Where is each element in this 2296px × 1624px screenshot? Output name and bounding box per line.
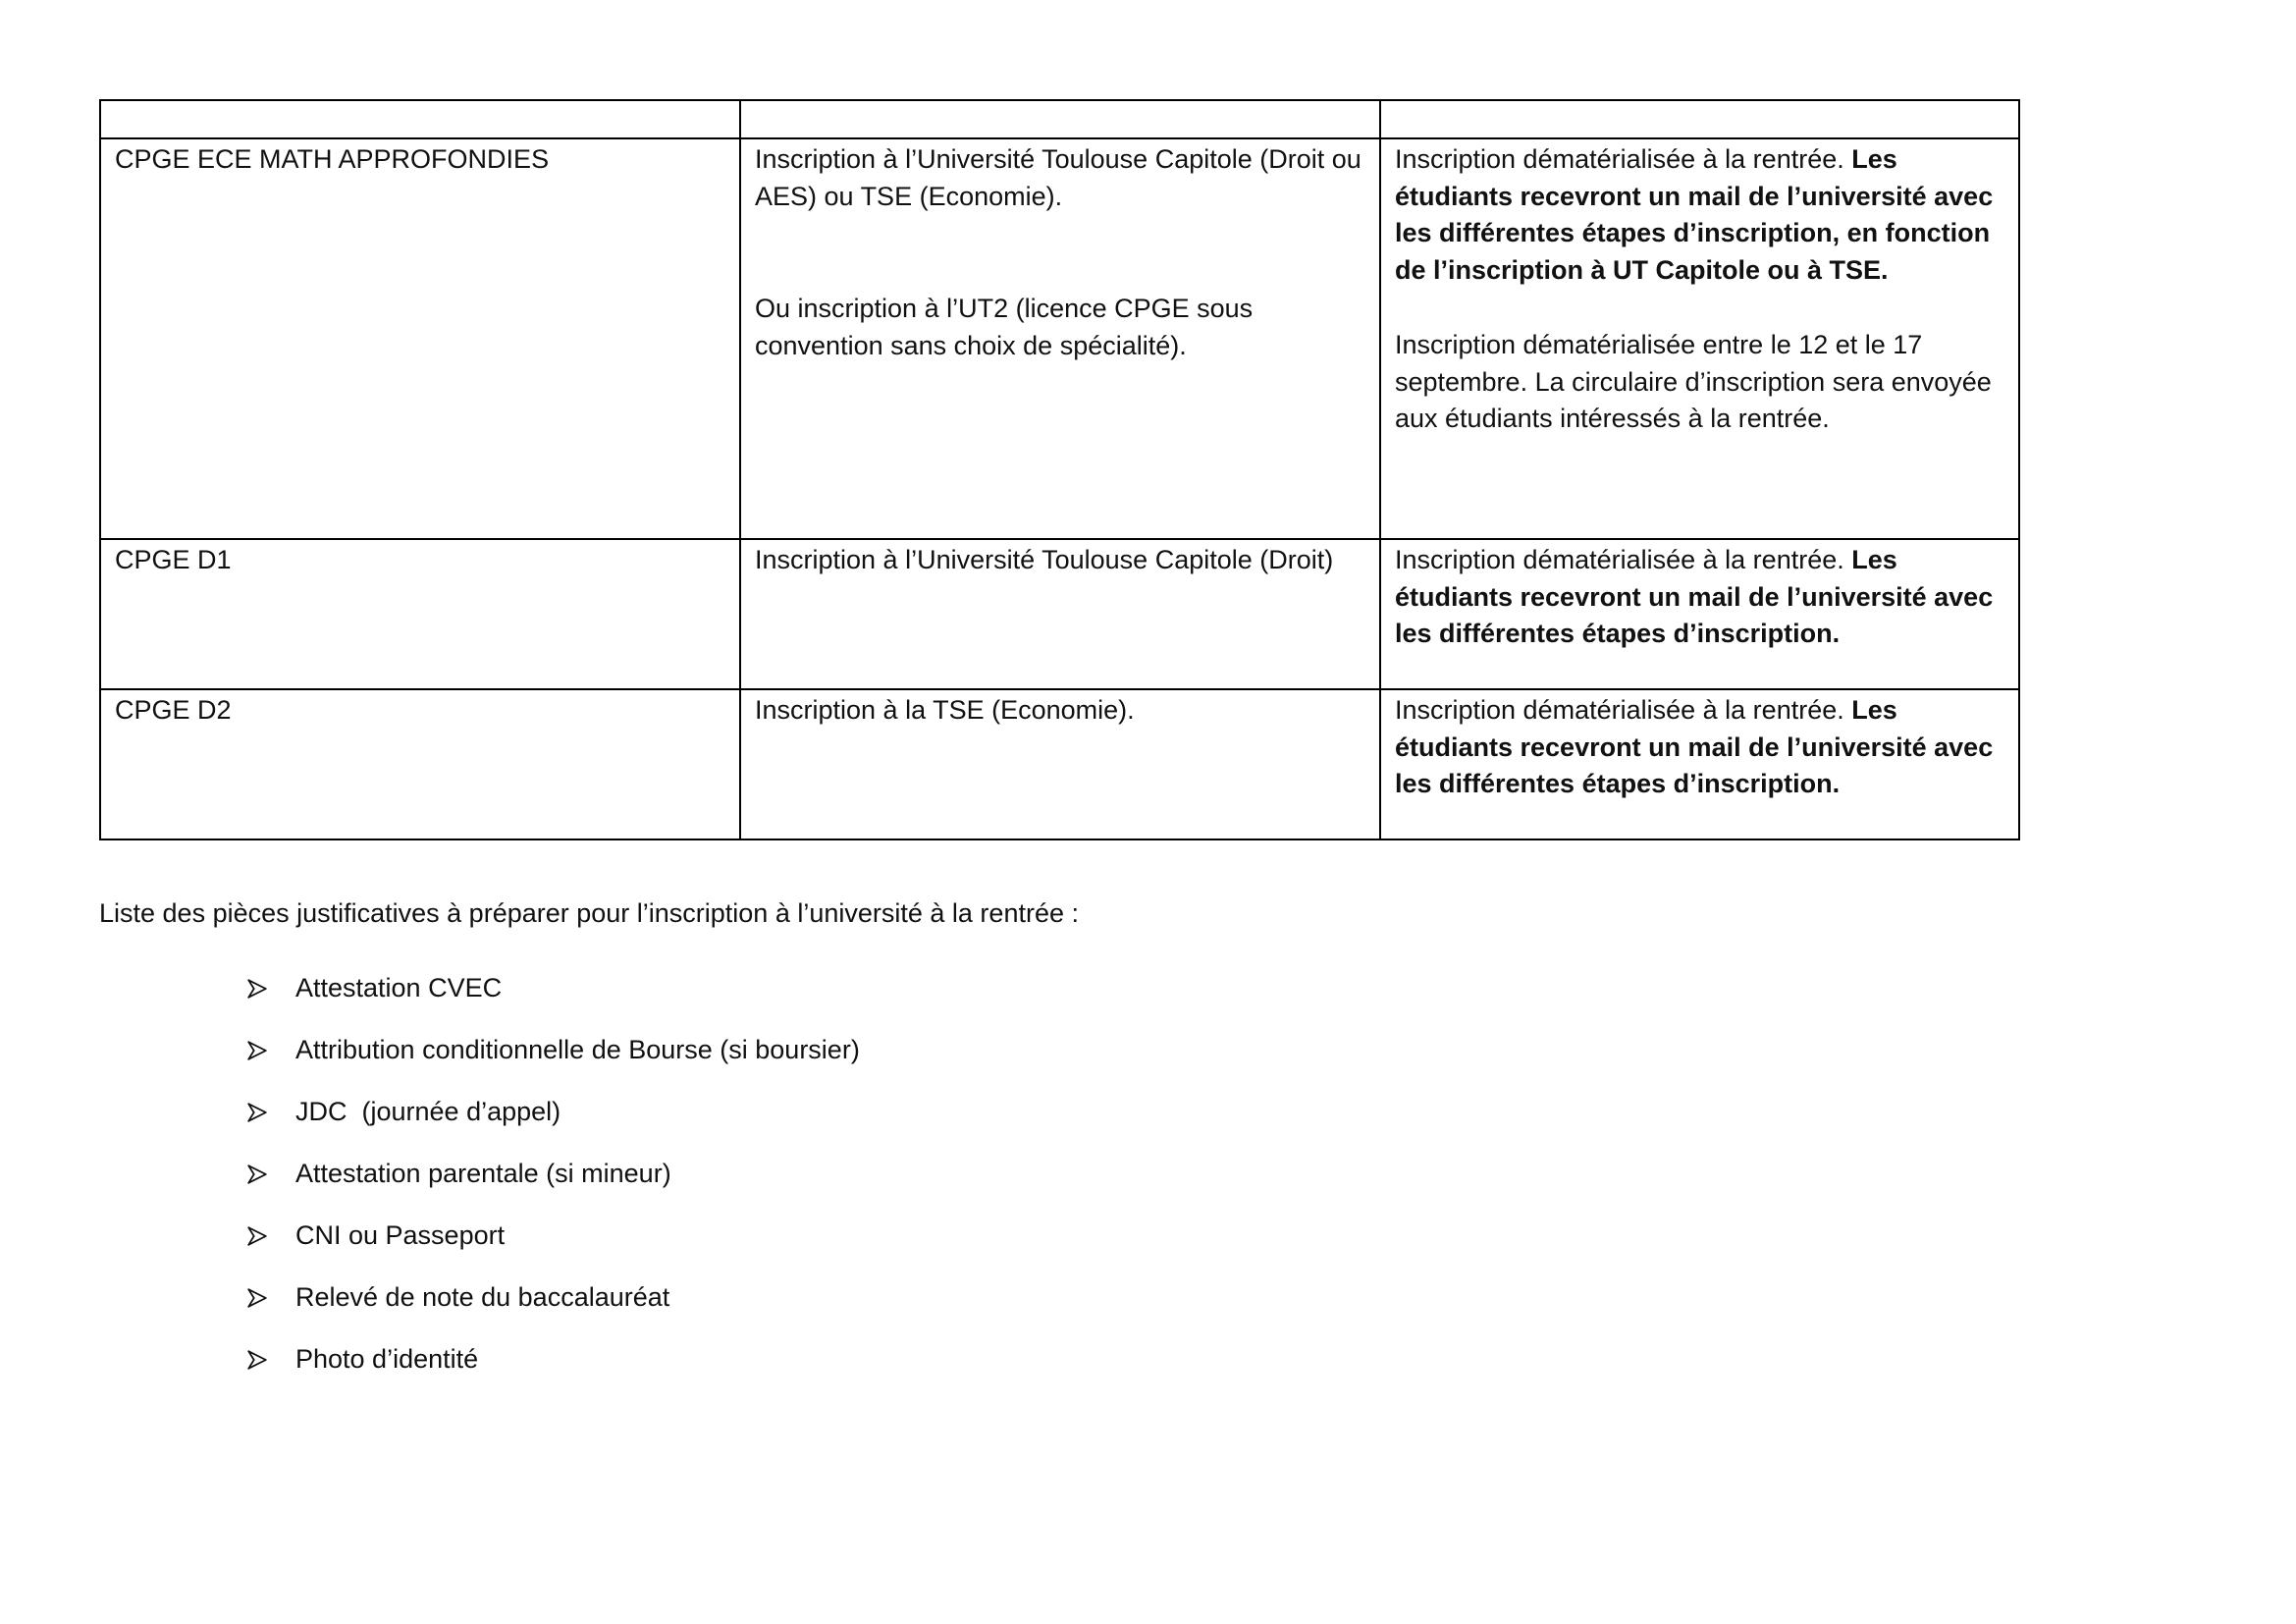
list-item-label: Attribution conditionnelle de Bourse (si boursier) — [295, 1035, 860, 1064]
list-item-label: Relevé de note du baccalauréat — [295, 1282, 670, 1312]
arrowhead-bullet-icon — [246, 1102, 295, 1123]
table-row — [100, 689, 2019, 839]
table-header-row — [100, 100, 2019, 138]
program-cell — [100, 689, 740, 839]
registration-cell — [740, 689, 1380, 839]
list-item-label: Attestation parentale (si mineur) — [295, 1159, 671, 1188]
list-item-label: CNI ou Passeport — [295, 1220, 506, 1250]
arrowhead-bullet-icon — [246, 1349, 295, 1371]
details-cell — [1380, 138, 2019, 539]
details-text: Inscription dématérialisée à la rentrée. Les étudiants recevront un mail de l’université avec les différentes étapes d’inscription, en fonction de l’inscription à UT Capitole ou à TSE. — [1395, 144, 1994, 285]
list-item-label: JDC (journée d’appel) — [295, 1097, 561, 1126]
documents-list — [246, 957, 860, 1390]
registration-text: Inscription à la TSE (Economie). — [755, 695, 1135, 725]
program-name: CPGE ECE MATH APPROFONDIES — [115, 144, 550, 174]
list-item — [246, 957, 860, 1019]
arrowhead-bullet-icon — [246, 1287, 295, 1309]
details-cell — [1380, 689, 2019, 839]
registration-table — [99, 99, 2020, 840]
program-cell — [100, 539, 740, 689]
details-text: Inscription dématérialisée à la rentrée. Les étudiants recevront un mail de l’université avec les différentes étapes d’inscription. — [1395, 545, 1994, 648]
list-item — [246, 1328, 860, 1390]
list-item — [246, 1205, 860, 1267]
registration-text: Inscription à l’Université Toulouse Capitole (Droit ou AES) ou TSE (Economie). — [755, 144, 1362, 211]
list-item-label: Attestation CVEC — [295, 973, 503, 1002]
documents-intro: Liste des pièces justificatives à préparer pour l’inscription à l’université à la rentrée : — [99, 898, 1079, 928]
list-item — [246, 1081, 860, 1143]
list-item — [246, 1143, 860, 1205]
header-cell — [740, 100, 1380, 138]
details-text: Inscription dématérialisée à la rentrée. Les étudiants recevront un mail de l’université avec les différentes étapes d’inscription. — [1395, 695, 1994, 798]
program-cell — [100, 138, 740, 539]
program-name: CPGE D2 — [115, 695, 232, 725]
registration-text: Inscription à l’Université Toulouse Capitole (Droit) — [755, 545, 1334, 574]
table-row — [100, 539, 2019, 689]
details-text: Inscription dématérialisée entre le 12 et le 17 septembre. La circulaire d’inscription sera envoyée aux étudiants intéressés à la rentrée. — [1395, 330, 1992, 433]
header-cell — [1380, 100, 2019, 138]
list-item-label: Photo d’identité — [295, 1344, 479, 1374]
table-row — [100, 138, 2019, 539]
arrowhead-bullet-icon — [246, 1040, 295, 1061]
program-name: CPGE D1 — [115, 545, 232, 574]
list-item — [246, 1267, 860, 1328]
arrowhead-bullet-icon — [246, 978, 295, 1000]
header-cell — [100, 100, 740, 138]
registration-cell — [740, 138, 1380, 539]
arrowhead-bullet-icon — [246, 1164, 295, 1185]
registration-text: Ou inscription à l’UT2 (licence CPGE sous convention sans choix de spécialité). — [755, 294, 1254, 360]
arrowhead-bullet-icon — [246, 1225, 295, 1247]
list-item — [246, 1019, 860, 1081]
details-cell — [1380, 539, 2019, 689]
registration-cell — [740, 539, 1380, 689]
